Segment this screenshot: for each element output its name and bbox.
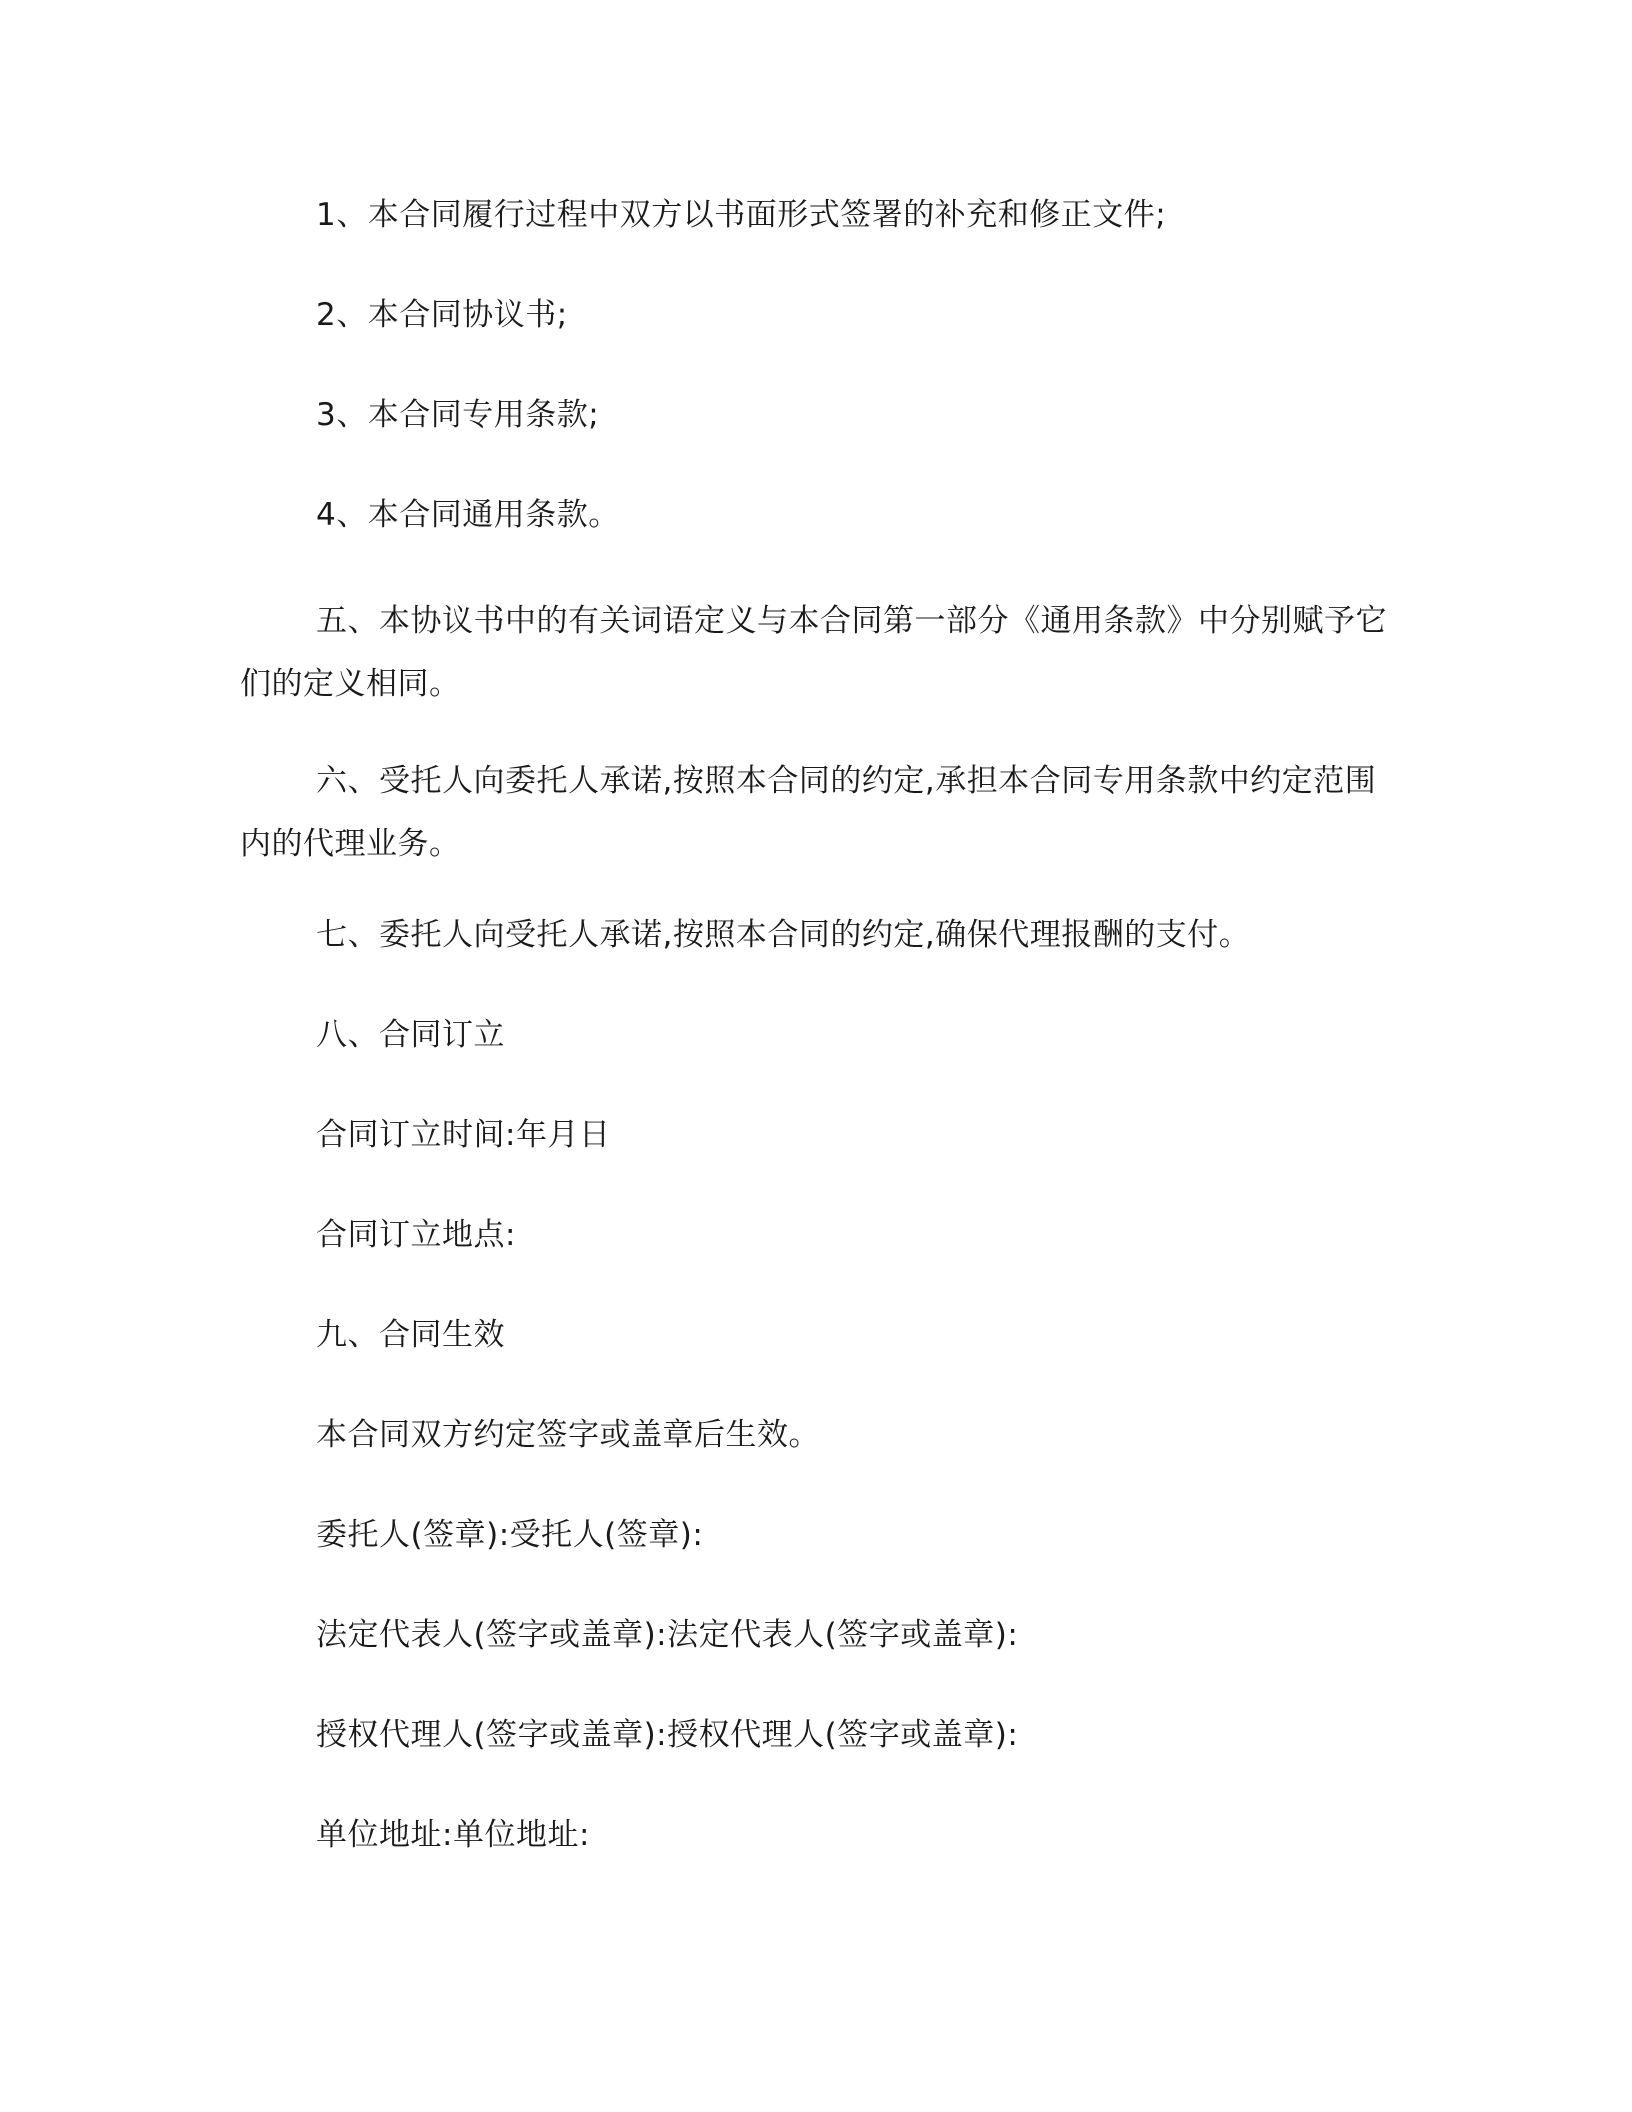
legal-rep-line: 法定代表人(签字或盖章):法定代表人(签字或盖章): (316, 1617, 1019, 1653)
list-item-2: 2、本合同协议书; (316, 297, 568, 333)
signing-time-line: 合同订立时间:年月日 (316, 1117, 611, 1153)
effect-text-line: 本合同双方约定签字或盖章后生效。 (316, 1417, 820, 1453)
list-item-1: 1、本合同履行过程中双方以书面形式签署的补充和修正文件; (316, 197, 1167, 233)
clause-5-paragraph: 五、本协议书中的有关词语定义与本合同第一部分《通用条款》中分别赋予它们的定义相同。 (240, 603, 1387, 702)
authorized-agent-line: 授权代理人(签字或盖章):授权代理人(签字或盖章): (316, 1717, 1019, 1753)
clause-9-heading: 九、合同生效 (316, 1317, 505, 1353)
list-item-3: 3、本合同专用条款; (316, 397, 600, 433)
list-item-4: 4、本合同通用条款。 (316, 497, 620, 533)
clause-6-paragraph: 六、受托人向委托人承诺,按照本合同的约定,承担本合同专用条款中约定范围内的代理业务。 (240, 763, 1377, 862)
unit-address-line: 单位地址:单位地址: (316, 1817, 590, 1853)
clause-7-paragraph: 七、委托人向受托人承诺,按照本合同的约定,确保代理报酬的支付。 (316, 917, 1251, 953)
clause-8-heading: 八、合同订立 (316, 1017, 505, 1053)
party-seal-line: 委托人(签章):受托人(签章): (316, 1517, 704, 1553)
signing-place-line: 合同订立地点: (316, 1217, 516, 1253)
